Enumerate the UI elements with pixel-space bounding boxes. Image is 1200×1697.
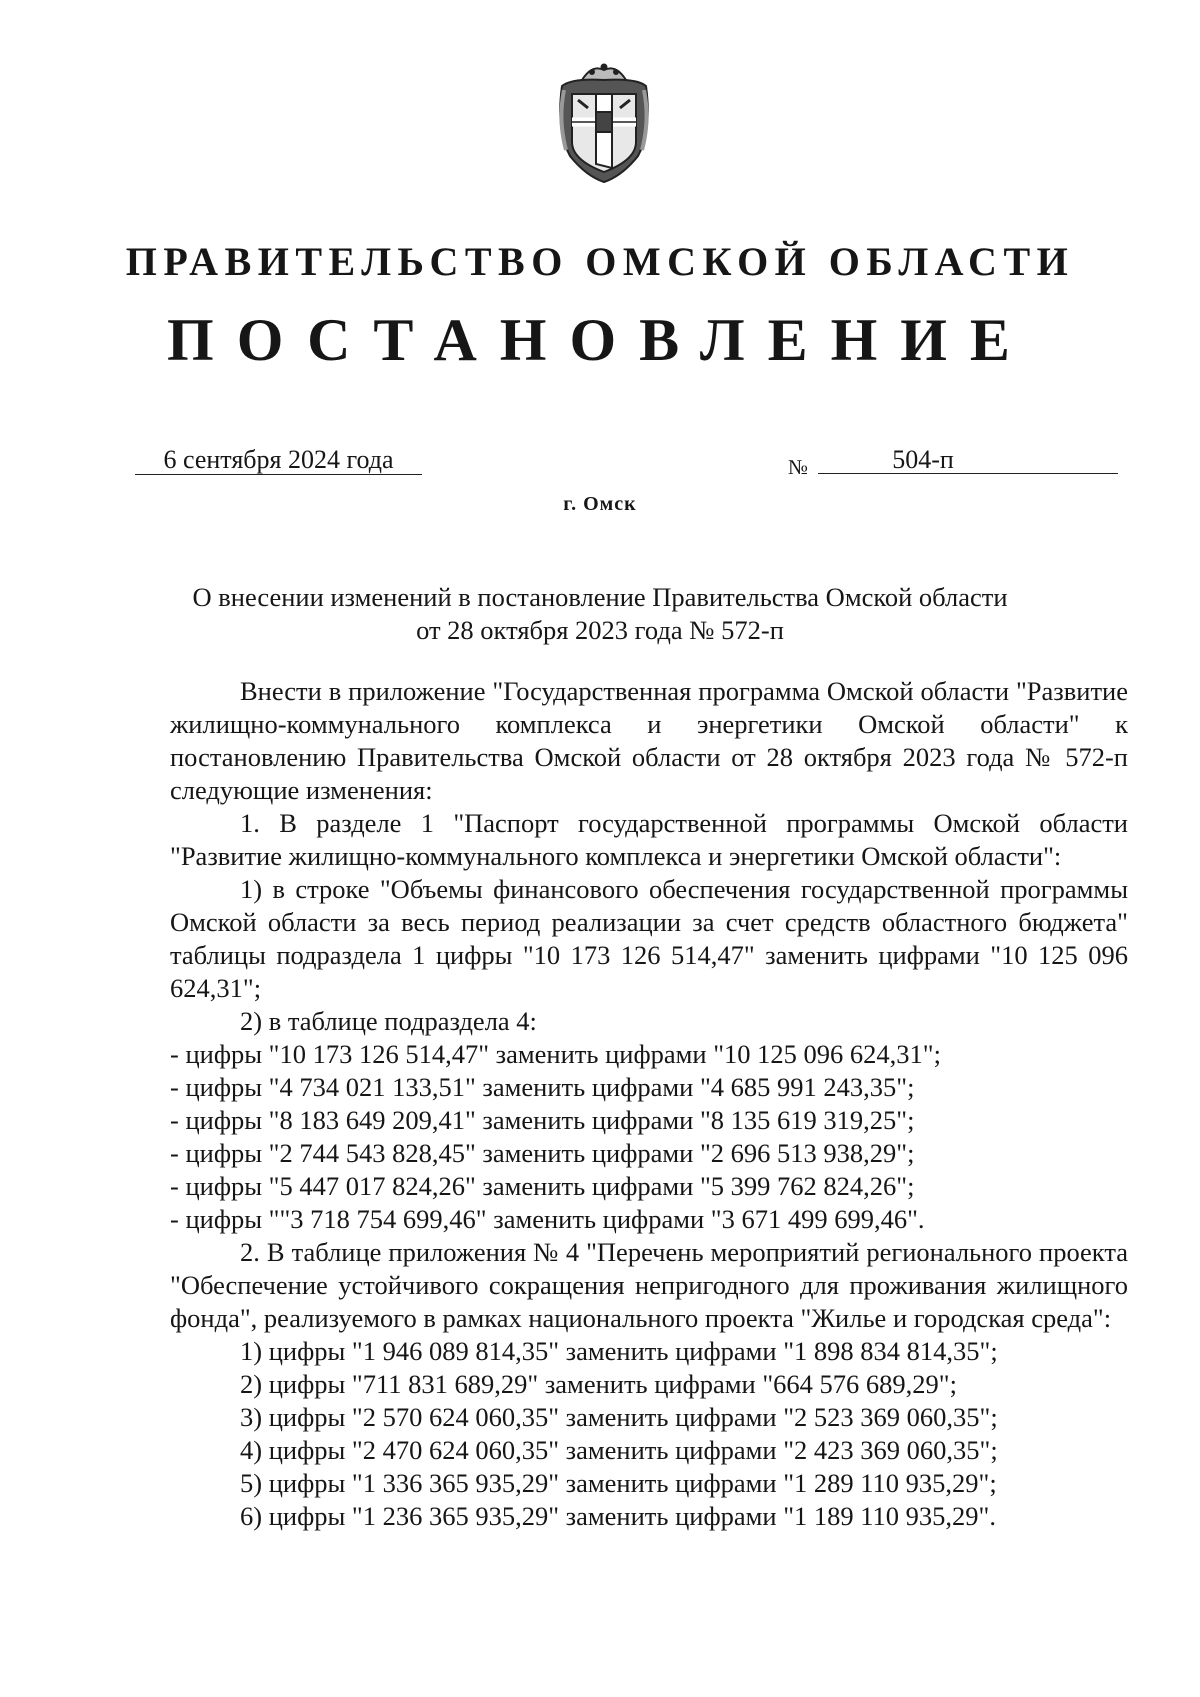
document-type-title: ПОСТАНОВЛЕНИЕ (167, 307, 1033, 373)
organization-title: ПРАВИТЕЛЬСТВО ОМСКОЙ ОБЛАСТИ (125, 239, 1075, 284)
list-item: 1) цифры "1 946 089 814,35" заменить цифрами "1 898 834 814,35"; (240, 1336, 998, 1366)
list-item: - цифры "5 447 017 824,26" заменить цифрами "5 399 762 824,26"; (170, 1171, 915, 1201)
list-item: 4) цифры "2 470 624 060,35" заменить цифрами "2 423 369 060,35"; (240, 1435, 998, 1465)
omsk-coat-of-arms-icon (552, 60, 656, 184)
item-1-1-paragraph: 1) в строке "Объемы финансового обеспечения государственной программы Омской области за весь период реализации за счет средств областного бюджета" таблицы подраздела 1 цифры "10 173 126 514,47" заменить цифрами "10 125 096 624,31"; (170, 874, 1128, 1003)
list-item: - цифры "4 734 021 133,51" заменить цифрами "4 685 991 243,35"; (170, 1072, 915, 1102)
list-item: - цифры "2 744 543 828,45" заменить цифрами "2 696 513 938,29"; (170, 1138, 915, 1168)
number-label: № (788, 455, 809, 479)
item-1-2-heading: 2) в таблице подраздела 4: (240, 1006, 537, 1036)
list-item: - цифры "8 183 649 209,41" заменить цифрами "8 135 619 319,25"; (170, 1105, 915, 1135)
document-body (170, 675, 1128, 1533)
intro-paragraph: Внести в приложение "Государственная программа Омской области "Развитие жилищно-коммунального комплекса и энергетики Омской области" к постановлению Правительства Омской области от 28 октября 2023 года № 572-п следующие изменения: (170, 676, 1128, 805)
document-number: 504-п (818, 446, 1118, 474)
document-date: 6 сентября 2024 года (135, 446, 422, 475)
list-item: - цифры ""3 718 754 699,46" заменить цифрами "3 671 499 699,46". (170, 1204, 925, 1234)
item-1-paragraph: 1. В разделе 1 "Паспорт государственной программы Омской области "Развитие жилищно-коммунального комплекса и энергетики Омской области": (170, 808, 1128, 871)
subject-line: О внесении изменений в постановление Правительства Омской области (192, 582, 1008, 612)
list-item: - цифры "10 173 126 514,47" заменить цифрами "10 125 096 624,31"; (170, 1039, 941, 1069)
document-subject (0, 581, 1200, 647)
list-item: 3) цифры "2 570 624 060,35" заменить цифрами "2 523 369 060,35"; (240, 1402, 998, 1432)
city: г. Омск (563, 493, 637, 515)
list-item: 6) цифры "1 236 365 935,29" заменить цифрами "1 189 110 935,29". (240, 1501, 996, 1531)
list-item: 2) цифры "711 831 689,29" заменить цифрами "664 576 689,29"; (240, 1369, 957, 1399)
item-2-paragraph: 2. В таблице приложения № 4 "Перечень мероприятий регионального проекта "Обеспечение устойчивого сокращения непригодного для проживания жилищного фонда", реализуемого в рамках национального проекта "Жилье и городская среда": (170, 1237, 1128, 1333)
subject-line: от 28 октября 2023 года № 572-п (416, 615, 784, 645)
list-item: 5) цифры "1 336 365 935,29" заменить цифрами "1 289 110 935,29"; (240, 1468, 997, 1498)
